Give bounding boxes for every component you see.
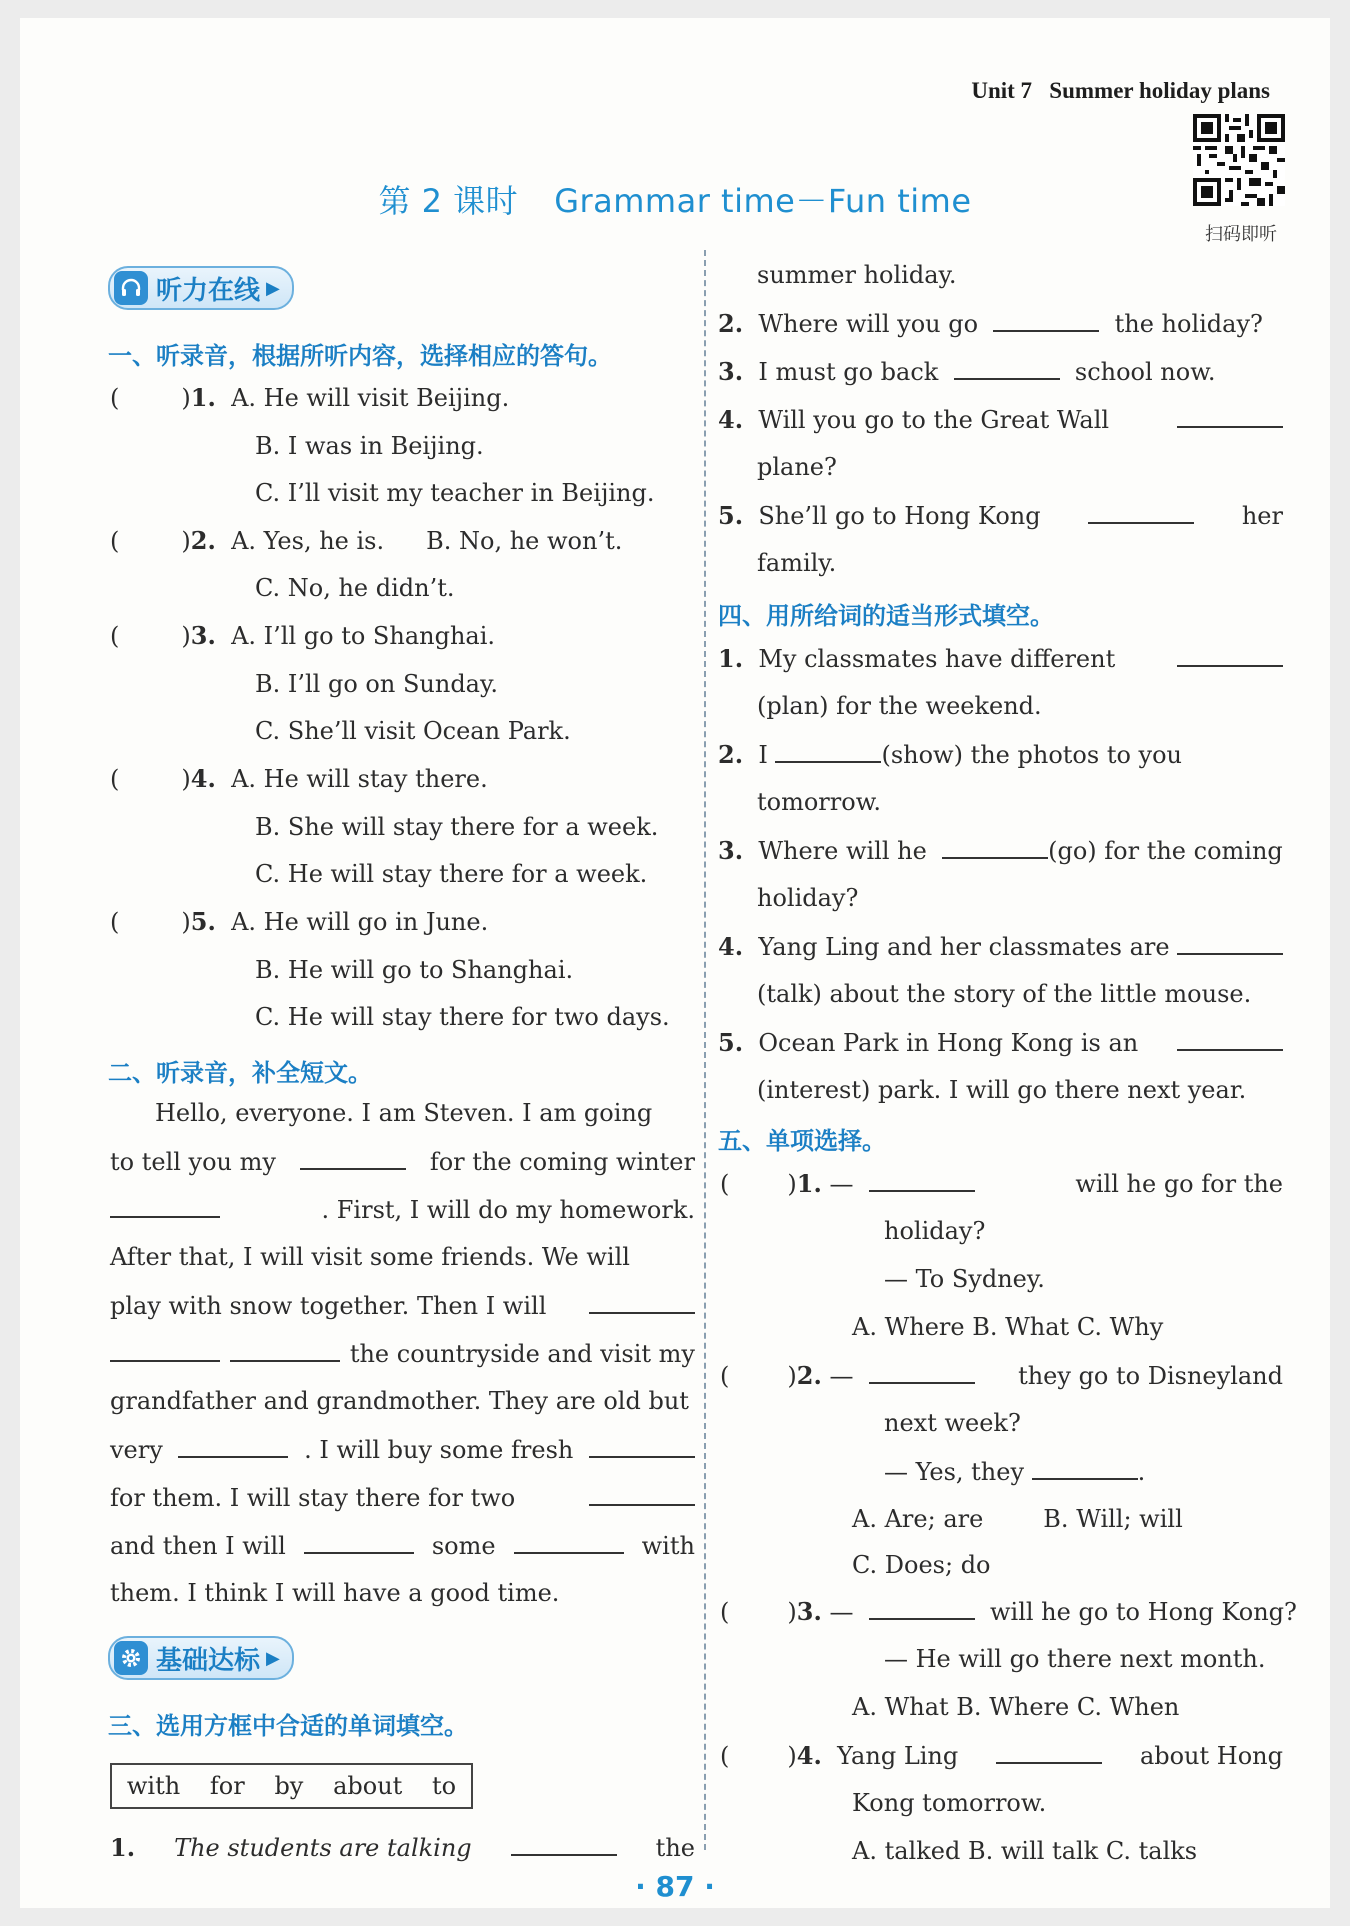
part1-q3-option-b: B. I’ll go on Sunday. [255,670,498,698]
part5-q2-options: A. Are; are B. Will; will [852,1505,1183,1533]
answer-blank[interactable] [178,1434,288,1458]
part2-title: 二、听录音，补全短文。 [108,1059,372,1087]
answer-blank[interactable] [589,1290,695,1314]
answer-blank[interactable] [511,1832,617,1856]
answer-blank[interactable] [869,1168,975,1192]
part2-line-11: them. I think I will have a good time. [110,1579,560,1607]
part4-q5-cont: (interest) park. I will go there next year. [757,1076,1247,1104]
answer-blank[interactable] [869,1596,975,1620]
part4-q1-cont: (plan) for the weekend. [757,692,1042,720]
part5-q1-options: A. Where B. What C. Why [852,1313,1164,1341]
part1-q3-row: ( )3. A. I’ll go to Shanghai. [110,621,496,650]
part1-q5-row: ( )5. A. He will go in June. [110,907,489,936]
column-divider [704,250,706,1850]
part5-q1-cont: holiday? [884,1217,986,1245]
part4-q4-cont: (talk) about the story of the little mouse. [757,980,1252,1008]
answer-blank[interactable] [110,1194,220,1218]
answer-blank[interactable] [1177,643,1283,667]
part1-q1-option-c: C. I’ll visit my teacher in Beijing. [255,479,655,507]
unit-number: Unit 7 [971,78,1033,103]
word-option: about [333,1772,403,1800]
part5-q1-answer: — To Sydney. [884,1265,1045,1293]
answer-blank[interactable] [869,1360,975,1384]
part3-q5-cont: family. [757,549,837,577]
part1-q1-option-b: B. I was in Beijing. [255,432,484,460]
answer-blank[interactable] [589,1434,695,1458]
answer-blank[interactable] [1177,1027,1283,1051]
word-option: for [209,1772,245,1800]
part5-q2-answer: — Yes, they . [884,1458,1146,1486]
part2-line-3: . First, I will do my homework. [110,1194,695,1225]
part3-q4-row: 4. Will you go to the Great Wall [718,404,1283,435]
word-option: with [126,1772,181,1800]
answer-blank[interactable] [304,1530,414,1554]
answer-blank[interactable] [942,835,1048,859]
part4-q2-cont: tomorrow. [757,788,882,816]
part2-line-9: for them. I will stay there for two [110,1482,695,1513]
answer-blank[interactable] [300,1146,406,1170]
answer-blank[interactable] [954,356,1060,380]
answer-blank[interactable] [775,739,881,763]
part1-title: 一、听录音，根据所听内容，选择相应的答句。 [108,342,612,370]
part4-q4-row: 4. Yang Ling and her classmates are [718,931,1283,962]
part2-line-4: After that, I will visit some friends. We will [110,1243,630,1271]
workbook-page [20,18,1330,1908]
answer-blank[interactable] [1177,931,1283,955]
answer-blank[interactable] [230,1338,340,1362]
part5-q3-answer: — He will go there next month. [884,1645,1266,1673]
word-option: by [274,1772,304,1800]
part1-q3-option-c: C. She’ll visit Ocean Park. [255,717,571,745]
lesson-topic: Grammar time－Fun time [554,182,972,220]
part1-q2-option-c: C. No, he didn’t. [255,574,455,602]
basics-badge [108,1636,294,1680]
part4-q2-row: 2. I (show) the photos to you [718,740,1183,769]
part1-q5-option-b: B. He will go to Shanghai. [255,956,574,984]
part2-line-2: to tell you my for the coming winter [110,1148,695,1176]
part1-q5-option-c: C. He will stay there for two days. [255,1003,670,1031]
word-option: to [432,1772,457,1800]
answer-blank[interactable] [993,308,1099,332]
part2-line-5: play with snow together. Then I will [110,1290,695,1321]
part4-q3-cont: holiday? [757,884,859,912]
page-number: · 87 · [635,1870,715,1903]
part1-q4-option-b: B. She will stay there for a week. [255,813,659,841]
listening-badge-label: 听力在线 [156,275,261,306]
answer-blank[interactable] [1088,500,1194,524]
part5-q2-cont: next week? [884,1409,1021,1437]
part3-q2-row: 2. Where will you go the holiday? [718,309,1263,338]
part3-q1-cont: summer holiday. [757,261,957,289]
triangle-right-icon: ▶ [266,277,280,299]
part5-q4-row: ( )4. Yang Ling about Hong [720,1741,1283,1770]
part3-q4-cont: plane? [757,453,837,481]
answer-blank[interactable] [1032,1456,1138,1480]
part1-q1-row: ( )1. A. He will visit Beijing. [110,383,510,412]
answer-blank[interactable] [996,1740,1102,1764]
qr-caption: 扫码即听 [1205,224,1277,245]
answer-blank[interactable] [514,1530,624,1554]
part4-q3-row: 3. Where will he (go) for the coming [718,836,1283,865]
part2-line-8: very . I will buy some fresh [110,1434,695,1465]
part5-q3-row: ( )3. — will he go to Hong Kong? [720,1597,1297,1626]
part3-q1-row: 1. The students are talking the [110,1833,695,1862]
part4-title: 四、用所给词的适当形式填空。 [718,602,1054,630]
answer-blank[interactable] [110,1338,220,1362]
answer-blank[interactable] [1177,404,1283,428]
part5-q4-options: A. talked B. will talk C. talks [852,1837,1198,1865]
part4-q5-row: 5. Ocean Park in Hong Kong is an [718,1027,1283,1058]
triangle-right-icon: ▶ [266,1647,280,1669]
answer-blank[interactable] [589,1482,695,1506]
unit-title: Summer holiday plans [1049,78,1270,103]
lesson-title [20,176,1330,222]
part5-q3-options: A. What B. Where C. When [852,1693,1180,1721]
word-box [110,1763,473,1809]
part1-q4-option-c: C. He will stay there for a week. [255,860,648,888]
basics-badge-label: 基础达标 [156,1645,261,1676]
part2-line-6: the countryside and visit my [110,1338,695,1369]
lesson-label: 第 2 课时 [378,182,519,220]
part4-q1-row: 1. My classmates have different [718,643,1283,674]
part2-line-1: Hello, everyone. I am Steven. I am going [155,1099,653,1127]
part5-q2-row: ( )2. — they go to Disneyland [720,1361,1283,1390]
unit-header [971,78,1270,104]
part3-q5-row: 5. She’ll go to Hong Kong her [718,501,1283,530]
part1-q4-row: ( )4. A. He will stay there. [110,764,488,793]
part5-q2-option-c: C. Does; do [852,1551,991,1579]
part2-line-10: and then I will some with [110,1532,695,1560]
headphones-icon [114,271,148,305]
part5-title: 五、单项选择。 [718,1127,886,1155]
part1-q2-row: ( )2. A. Yes, he is. B. No, he won’t. [110,526,623,555]
part5-q4-cont: Kong tomorrow. [852,1789,1047,1817]
part2-line-7: grandfather and grandmother. They are old but [110,1387,689,1415]
gear-icon [114,1641,148,1675]
listening-badge [108,266,294,310]
part3-title: 三、选用方框中合适的单词填空。 [108,1712,468,1740]
part3-q3-row: 3. I must go back school now. [718,357,1216,386]
part5-q1-row: ( )1. — will he go for the [720,1169,1283,1198]
